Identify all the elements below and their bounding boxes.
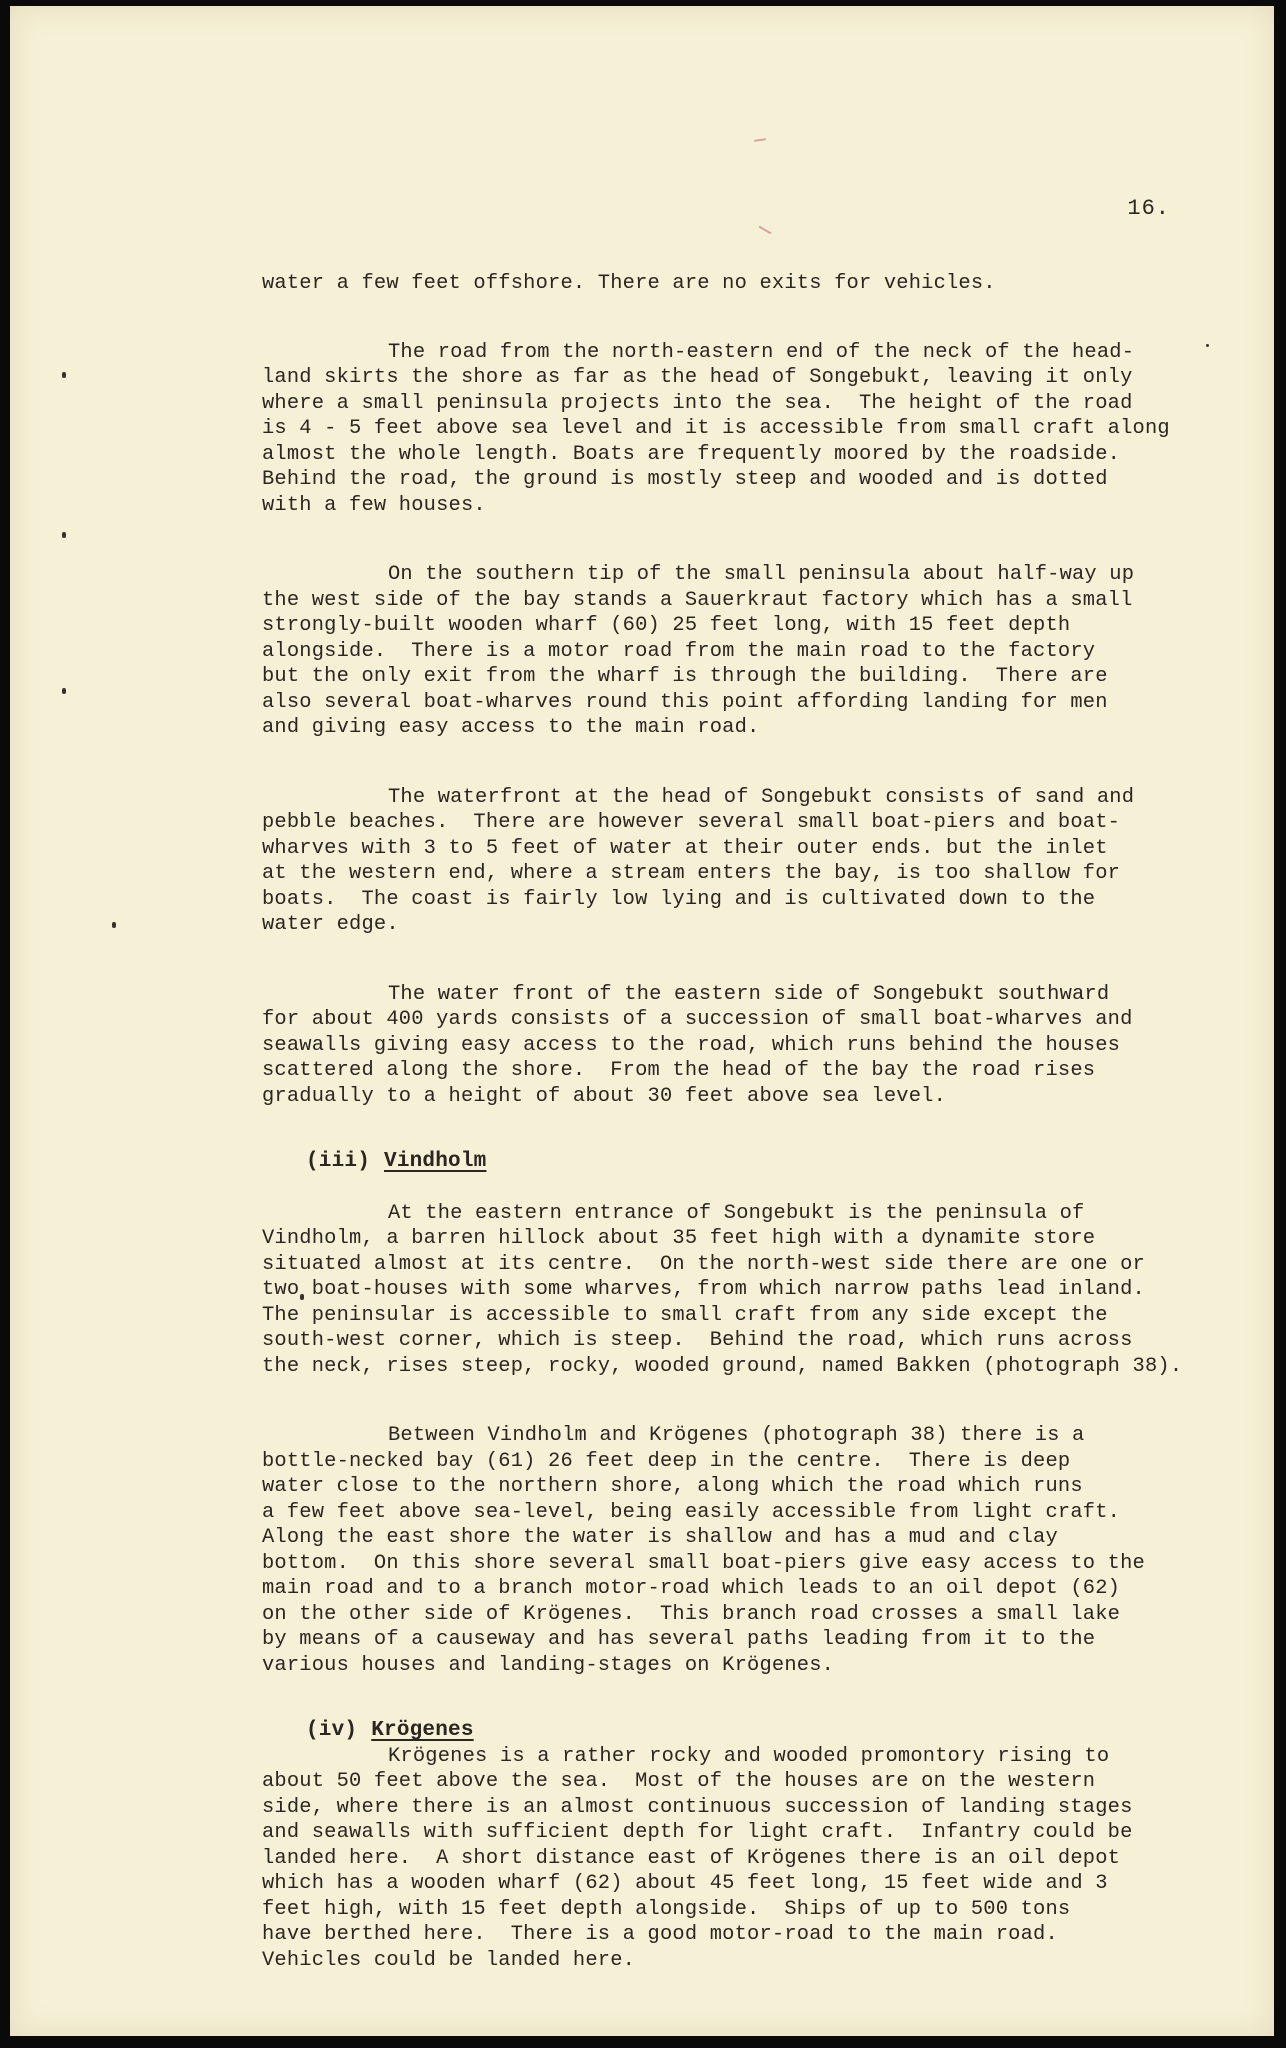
text-line: have berthed here. There is a good motor-road to the main road. [262,1923,1058,1946]
margin-mark [754,138,766,142]
text-line: for about 400 yards consists of a succession of small boat-wharves and [262,1008,1133,1031]
text-line: water a few feet offshore. There are no exits for vehicles. [262,272,996,295]
text-line: alongside. There is a motor road from the main road to the factory [262,639,1096,663]
text-line: various houses and landing-stages on Krögenes. [262,1653,835,1677]
text-line: on the other side of Krögenes. This branch road crosses a small lake [262,1602,1121,1626]
margin-mark [758,226,771,235]
section-title: Vindholm [384,1150,487,1173]
text-line: Behind the road, the ground is mostly steep and wooded and is dotted [262,468,1108,491]
text-line: where a small peninsula projects into the sea. The height of the road [262,391,1133,415]
text-line: also several boat-wharves round this point affording landing for men [262,690,1108,714]
paragraph [262,1744,1212,1974]
text-line: The water front of the eastern side of Songebukt southward [388,982,1110,1006]
text-line: which has a wooden wharf (62) about 45 feet long, 15 feet wide and 3 [262,1872,1108,1895]
text-line: water edge. [262,913,399,936]
text-line: south-west corner, which is steep. Behind the road, which runs across [262,1329,1133,1352]
text-line: The road from the north-eastern end of the neck of the head- [388,340,1135,364]
document-page [10,6,1274,2036]
text-line: pebble beaches. There are however several small boat-piers and boat- [262,811,1121,834]
paragraph [262,271,1212,297]
margin-mark [62,532,66,538]
text-line: about 50 feet above the sea. Most of the houses are on the western [262,1770,1096,1793]
margin-mark [62,372,66,378]
margin-mark [62,688,66,694]
text-line: water close to the northern shore, along which the road which runs [262,1475,1083,1498]
text-line: at the western end, where a stream enters the bay, is too shallow for [262,862,1121,885]
page-number: 16. [1127,196,1170,221]
text-line: scattered along the shore. From the head of the bay the road rises [262,1059,1096,1082]
paragraph [262,1201,1212,1380]
text-line: and giving easy access to the main road. [262,716,760,739]
text-line: landed here. A short distance east of Krögenes there is an oil depot [262,1846,1121,1870]
text-line: bottle-necked bay (61) 26 feet deep in the centre. There is deep [262,1449,1071,1473]
text-line: and seawalls with sufficient depth for light craft. Infantry could be [262,1821,1133,1844]
text-line: Vehicles could be landed here. [262,1948,636,1972]
text-line: by means of a causeway and has several paths leading from it to the [262,1628,1096,1651]
section-title: Krögenes [371,1719,474,1742]
text-line: the west side of the bay stands a Sauerkraut factory which has a small [262,588,1133,612]
text-line: gradually to a height of about 30 feet above sea level. [262,1084,947,1108]
text-line: The peninsular is accessible to small craft from any side except the [262,1303,1108,1327]
text-line: a few feet above sea-level, being easily accessible from light craft. [262,1500,1121,1524]
text-line: land skirts the shore as far as the head of Songebukt, leaving it only [262,366,1133,389]
text-line: is 4 - 5 feet above sea level and it is accessible from small craft along [262,417,1170,440]
text-line: bottom. On this shore several small boat-piers give easy access to the [262,1551,1145,1575]
paragraph [262,1423,1212,1678]
section-heading [306,1718,1212,1744]
text-line: side, where there is an almost continuous succession of landing stages [262,1795,1133,1819]
text-line: Krögenes is a rather rocky and wooded promontory rising to [388,1744,1110,1768]
document-body [262,271,1212,2017]
text-line: Along the east shore the water is shallow and has a mud and clay [262,1526,1058,1549]
paragraph [262,340,1212,519]
paragraph [262,785,1212,938]
text-line: with a few houses. [262,493,486,517]
paragraph [262,562,1212,741]
text-line: main road and to a branch motor-road which leads to an oil depot (62) [262,1577,1121,1600]
text-line: On the southern tip of the small peninsula about half-way up [388,563,1135,586]
text-line: wharves with 3 to 5 feet of water at their outer ends. but the inlet [262,836,1108,860]
text-line: Vindholm, a barren hillock about 35 feet high with a dynamite store [262,1227,1096,1250]
text-line: situated almost at its centre. On the north-west side there are one or [262,1252,1145,1276]
text-line: Between Vindholm and Krögenes (photograph 38) there is a [388,1424,1085,1447]
text-line: but the only exit from the wharf is through the building. There are [262,665,1108,688]
text-line: almost the whole length. Boats are frequently moored by the roadside. [262,442,1121,466]
paragraph [262,982,1212,1110]
text-line: feet high, with 15 feet depth alongside. Ships of up to 500 tons [262,1897,1071,1921]
section-heading [306,1149,1212,1175]
text-line: The waterfront at the head of Songebukt consists of sand and [388,785,1135,809]
text-line: At the eastern entrance of Songebukt is the peninsula of [388,1201,1085,1225]
text-line: seawalls giving easy access to the road, which runs behind the houses [262,1033,1121,1057]
margin-mark [112,922,116,928]
text-line: boats. The coast is fairly low lying and is cultivated down to the [262,887,1096,911]
section-number: (iii) [306,1150,371,1173]
text-line: the neck, rises steep, rocky, wooded ground, named Bakken (photograph 38). [262,1354,1183,1378]
text-line: two boat-houses with some wharves, from which narrow paths lead inland. [262,1278,1145,1301]
section-number: (iv) [306,1719,358,1742]
text-line: strongly-built wooden wharf (60) 25 feet long, with 15 feet depth [262,614,1071,637]
